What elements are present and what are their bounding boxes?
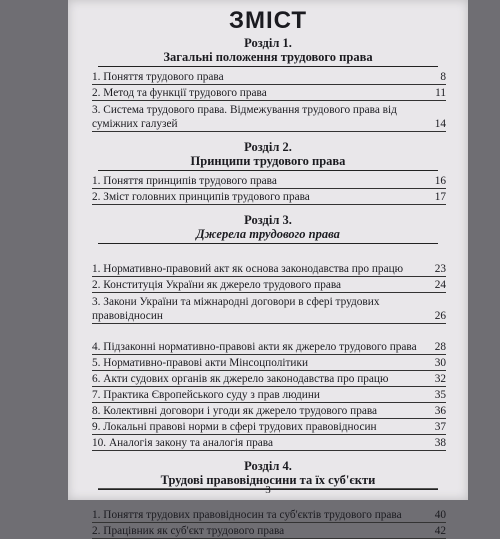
- section-name: Загальні положення трудового права: [163, 50, 373, 64]
- toc-item-page: 37: [434, 421, 446, 433]
- book-page: [68, 0, 468, 537]
- toc-item[interactable]: [92, 173, 446, 189]
- section-3: [68, 213, 468, 451]
- toc-item-page: 36: [434, 405, 446, 417]
- toc-item[interactable]: [92, 492, 446, 523]
- toc-item-text: 8. Колективні договори і угоди як джерело трудового права: [92, 405, 378, 417]
- toc-item-text: 5. Нормативно-правові акти Мінсоцполітики: [92, 357, 308, 369]
- toc-item-page: 24: [434, 279, 446, 291]
- toc-item-page: 35: [434, 389, 446, 401]
- toc-item-text: 1. Поняття принципів трудового права: [92, 175, 277, 187]
- section-rule: [98, 170, 438, 171]
- toc-item-text: 2. Зміст головних принципів трудового права: [92, 191, 310, 203]
- toc-item-text: 1. Нормативно-правовий акт як основа законодавства про працю: [92, 263, 404, 275]
- toc-item[interactable]: [92, 435, 446, 451]
- toc-item-page: 32: [434, 373, 446, 385]
- toc-item-page: 11: [435, 87, 446, 99]
- section-rule: [98, 66, 438, 67]
- toc-item-page: 30: [434, 357, 446, 369]
- toc-item[interactable]: [92, 246, 446, 277]
- toc-item-page: 38: [434, 437, 446, 449]
- toc-item-page: 26: [434, 310, 446, 322]
- section-heading: Розділ 3.: [244, 213, 292, 227]
- section-heading: Розділ 2.: [244, 140, 292, 154]
- toc-item-page: 23: [434, 263, 446, 275]
- section-name: Джерела трудового права: [196, 227, 340, 241]
- section-name: Трудові правовідносини та їх суб'єкти: [160, 473, 376, 487]
- section-heading: Розділ 4.: [244, 459, 292, 473]
- toc-item[interactable]: [92, 324, 446, 355]
- toc-item-page: 16: [434, 175, 446, 187]
- toc-item-text: 10. Аналогія закону та аналогія права: [92, 437, 273, 449]
- toc-item[interactable]: [92, 69, 446, 85]
- section-name: Принципи трудового права: [190, 154, 346, 168]
- section-2: [68, 140, 468, 205]
- toc-item-text: 2. Конституція України як джерело трудового права: [92, 279, 342, 291]
- toc-item-page: 40: [434, 509, 446, 521]
- section-heading: Розділ 1.: [244, 36, 292, 50]
- toc-item-text: 2. Метод та функції трудового права: [92, 87, 267, 99]
- toc-item[interactable]: [92, 189, 446, 205]
- toc-item[interactable]: [92, 371, 446, 387]
- toc-item[interactable]: [92, 419, 446, 435]
- toc-item-page: 42: [434, 525, 446, 537]
- toc-item-text: 3. Закони України та міжнародні договори в сфері трудових правовідносин: [92, 296, 380, 322]
- toc-item[interactable]: [92, 277, 446, 293]
- toc-item[interactable]: [92, 355, 446, 371]
- toc-item-page: 14: [434, 118, 446, 130]
- toc-item-text: 4. Підзаконні нормативно-правові акти як джерело трудового права: [92, 341, 417, 353]
- toc-item-page: 28: [434, 341, 446, 353]
- toc-item-text: 1. Поняття трудових правовідносин та суб'єктів трудового права: [92, 509, 402, 521]
- toc-item[interactable]: [92, 523, 446, 539]
- toc-item-text: 2. Працівник як суб'єкт трудового права: [92, 525, 285, 537]
- section-1: [68, 36, 468, 132]
- section-4: [68, 459, 468, 539]
- toc-item-text: 3. Система трудового права. Відмежування трудового права від суміжних галузей: [92, 104, 397, 130]
- page-title: ЗМІСТ: [228, 7, 308, 34]
- section-rule: [98, 243, 438, 244]
- toc-item-page: 8: [440, 71, 446, 83]
- toc-item[interactable]: [92, 85, 446, 101]
- page-number: 3: [265, 484, 271, 496]
- toc-item[interactable]: [92, 293, 446, 324]
- toc-item-text: 1. Поняття трудового права: [92, 71, 224, 83]
- toc-item-text: 9. Локальні правові норми в сфері трудових правовідносин: [92, 421, 377, 433]
- toc-item-text: 7. Практика Європейського суду з прав людини: [92, 389, 320, 401]
- toc-item[interactable]: [92, 387, 446, 403]
- toc-item[interactable]: [92, 101, 446, 132]
- toc-item[interactable]: [92, 403, 446, 419]
- toc-item-text: 6. Акти судових органів як джерело законодавства про працю: [92, 373, 389, 385]
- toc-item-page: 17: [434, 191, 446, 203]
